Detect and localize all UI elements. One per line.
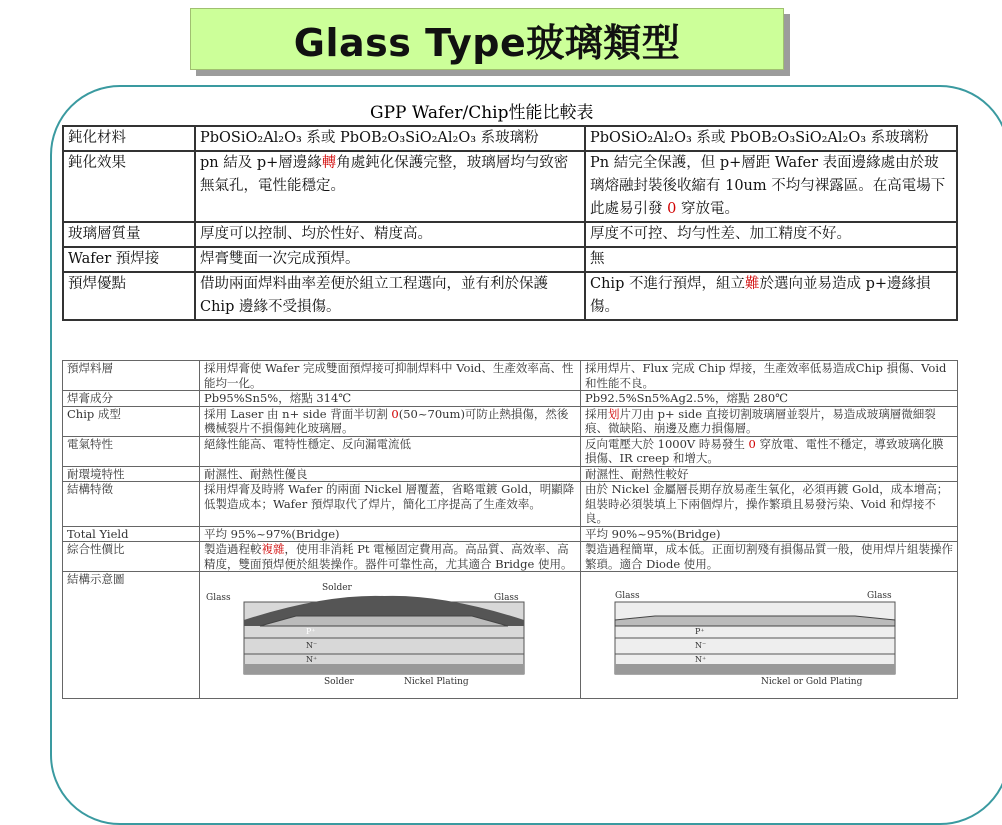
text-segment: 反向電壓大於 1000V 時易發生 [585,436,749,451]
row-label: 電氣特性 [63,436,200,466]
table-row [63,482,958,527]
gpp-cell: 焊膏雙面一次完成預焊。 [195,247,585,272]
chip-cell: 採用焊片、Flux 完成 Chip 焊接，生產效率低易造成Chip 損傷、Void 和性能不良。 [581,361,958,391]
table-title: GPP Wafer/Chip性能比較表 [370,103,594,123]
highlight-text: 0 [667,201,677,217]
text-segment: 於選向並易造成 p+邊緣損傷。 [590,276,931,315]
comparison-table-bottom [62,360,958,699]
gpp-cell [200,542,581,572]
slide-title: Glass Type玻璃類型 [293,20,681,65]
highlight-text: 0 [391,406,399,421]
row-label: 鈍化效果 [63,151,195,222]
gpp-cell: 厚度可以控制、均於性好、精度高。 [195,222,585,247]
table-row [63,361,958,391]
chip-cell: Pb92.5%Sn5%Ag2.5%，熔點 280℃ [581,391,958,407]
label-glass-right: Glass [867,591,892,601]
table-row [63,406,958,436]
chip-cell: 平均 90%~95%(Bridge) [581,526,958,542]
gpp-cell [200,406,581,436]
row-label: Wafer 預焊接 [63,247,195,272]
text-segment: 穿放電。 [676,201,739,217]
table-row [63,572,958,699]
text-segment: 採用 Laser 由 n+ side 背面半切割 [204,406,392,421]
table-row [63,526,958,542]
gpp-cell: PbOSiO₂Al₂O₃ 系或 PbOB₂O₃SiO₂Al₂O₃ 系玻璃粉 [195,126,585,151]
label-n: N⁻ [695,641,707,650]
chip-diagram-cell [581,572,958,699]
gpp-cell: 借助兩面焊料曲率差便於組立工程選向，並有利於保護 Chip 邊緣不受損傷。 [195,272,585,320]
row-label: 耐環境特性 [63,466,200,482]
text-segment: 穿放電、電性不穩定，導致玻璃化膜損傷、IR creep 和增大。 [585,436,944,465]
label-p: P⁺ [306,627,316,636]
row-label: 焊膏成分 [63,391,200,407]
chip-cell: 無 [585,247,957,272]
label-nickel: Nickel or Gold Plating [761,677,863,686]
gpp-cell: 平均 95%~97%(Bridge) [200,526,581,542]
chip-cell [581,436,958,466]
chip-cell [581,406,958,436]
chip-cell: PbOSiO₂Al₂O₃ 系或 PbOB₂O₃SiO₂Al₂O₃ 系玻璃粉 [585,126,957,151]
table-row [63,151,957,222]
label-n2: N⁺ [695,655,707,664]
gpp-cell: Pb95%Sn5%，熔點 314℃ [200,391,581,407]
label-solder-top: Solder [322,583,352,593]
chip-cell: 由於 Nickel 金屬層長期存放易產生氧化，必須再鍍 Gold，成本增高；組裝時必須裝填上下兩個焊片，操作繁瑣且易發污染、Void 和焊接不良。 [581,482,958,527]
slide-title-box [190,8,784,70]
row-label: 預焊料層 [63,361,200,391]
chip-cell: 厚度不可控、均勻性差、加工精度不好。 [585,222,957,247]
chip-cell [585,272,957,320]
gpp-cell: 採用焊膏使 Wafer 完成雙面預焊接可抑制焊料中 Void、生產效率高、性能均一化。 [200,361,581,391]
table-row [63,466,958,482]
comparison-table-top [62,125,958,321]
text-segment: pn 結及 p+層邊緣 [200,155,322,171]
highlight-text: 難 [744,276,760,292]
text-segment: Chip 不進行預焊，組立 [590,276,745,292]
gpp-cell: 絕緣性能高、電特性穩定、反向漏電流低 [200,436,581,466]
table-row [63,272,957,320]
table-row [63,126,957,151]
text-segment: ，使用非消耗 Pt 電極固定費用高。高品質、高效率、高精度，雙面預焊便於組裝操作。器件可靠性高，尤其適合 Bridge 使用。 [204,542,573,571]
highlight-text: 轉 [321,155,337,171]
gpp-cell [195,151,585,222]
text-segment: 製造過程較 [204,542,262,556]
row-label: 綜合性價比 [63,542,200,572]
row-label: 結構特徵 [63,482,200,527]
label-glass-left: Glass [206,593,231,603]
gpp-cell: 耐濕性、耐熱性優良 [200,466,581,482]
label-p: P⁺ [695,627,705,636]
table-row [63,436,958,466]
chip-cell [585,151,957,222]
label-glass-right: Glass [494,593,519,603]
text-segment: 片刀由 p+ side 直接切割玻璃層並裂片，易造成玻璃層微細裂痕、微缺陷、崩邊及應力損傷層。 [585,406,936,435]
row-label: Total Yield [63,526,200,542]
table-row [63,542,958,572]
chip-cell: 製造過程簡單，成本低。正面切割殘有損傷品質一般，使用焊片組裝操作繁瑣。適合 Diode 使用。 [581,542,958,572]
label-n: N⁻ [306,641,318,650]
label-solder-bottom: Solder [324,677,354,686]
label-glass-left: Glass [615,591,640,601]
table-row [63,222,957,247]
row-label: Chip 成型 [63,406,200,436]
table-row [63,391,958,407]
row-label: 結構示意圖 [63,572,200,699]
row-label: 預焊優點 [63,272,195,320]
gpp-structure-diagram [204,580,564,686]
text-segment: 採用 [585,406,608,421]
gpp-cell: 採用焊膏及時將 Wafer 的兩面 Nickel 層覆蓋，省略電鍍 Gold，明顯降低製造成本；Wafer 預焊取代了焊片，簡化工序提高了生產效率。 [200,482,581,527]
gpp-diagram-cell [200,572,581,699]
text-segment: Pn 結完全保護，但 p+層距 Wafer 表面邊緣處由於玻璃熔融封裝後收縮有 10um 不均勻裸露區。在高電場下此處易引發 [590,155,946,217]
text-segment: 角處鈍化保護完整，玻璃層均勻致密無氣孔，電性能穩定。 [200,155,569,194]
row-label: 鈍化材料 [63,126,195,151]
row-label: 玻璃層質量 [63,222,195,247]
highlight-text: 複雜 [261,542,285,556]
text-segment: (50~70um)可防止熱損傷，然後機械裂片不損傷鈍化玻璃層。 [204,406,569,435]
label-nickel: Nickel Plating [404,677,469,686]
highlight-text: 0 [748,436,756,451]
chip-cell: 耐濕性、耐熱性較好 [581,466,958,482]
highlight-text: 划 [608,406,620,421]
chip-structure-diagram [585,580,945,686]
label-n2: N⁺ [306,655,318,664]
table-row [63,247,957,272]
